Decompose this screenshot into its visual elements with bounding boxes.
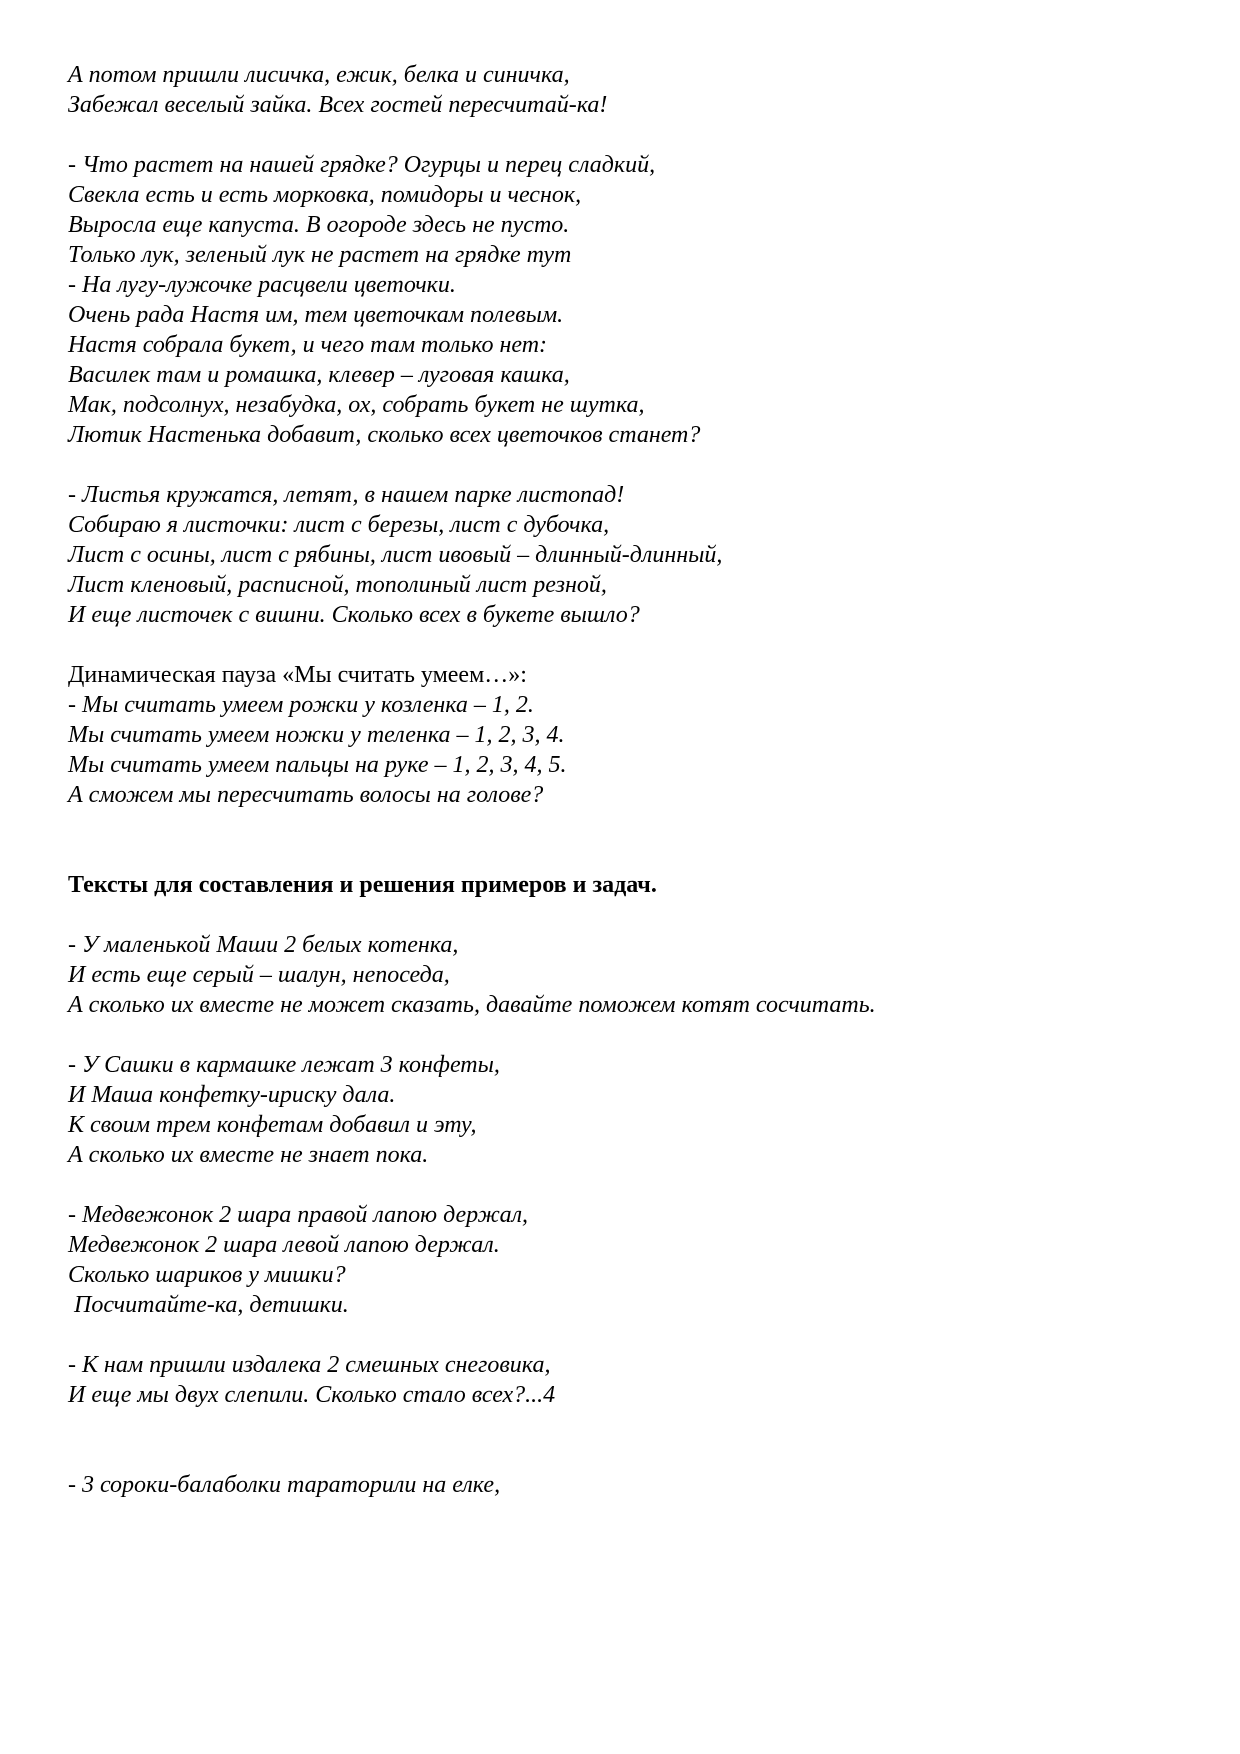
stanza-magpies (68, 1470, 1170, 1500)
stanza-bear-balloons (68, 1200, 1170, 1320)
text-line: Лист кленовый, расписной, тополиный лист резной, (68, 572, 607, 598)
section-heading (68, 870, 1170, 900)
document-content (68, 60, 1170, 1500)
text-line: - Медвежонок 2 шара правой лапою держал, (68, 1202, 529, 1228)
stanza-candies (68, 1050, 1170, 1170)
text-line: Мы считать умеем ножки у теленка – 1, 2, 3, 4. (68, 722, 565, 748)
text-line: А сколько их вместе не знает пока. (68, 1142, 429, 1168)
stanza-guests (68, 60, 1170, 120)
text-line: А потом пришли лисичка, ежик, белка и синичка, (68, 62, 570, 88)
text-line: И еще листочек с вишни. Сколько всех в букете вышло? (68, 602, 640, 628)
text-line: Очень рада Настя им, тем цветочкам полевым. (68, 302, 564, 328)
stanza-snowmen (68, 1350, 1170, 1410)
dynamic-pause-title (68, 660, 1170, 690)
text-line: Посчитайте-ка, детишки. (68, 1292, 349, 1318)
text-line: А сможем мы пересчитать волосы на голове? (68, 782, 544, 808)
text-line: Мы считать умеем пальцы на руке – 1, 2, 3, 4, 5. (68, 752, 567, 778)
text-line: - 3 сороки-балаболки тараторили на елке, (68, 1472, 501, 1498)
stanza-leaves (68, 480, 1170, 630)
text-line: Выросла еще капуста. В огороде здесь не пусто. (68, 212, 570, 238)
text-line: К своим трем конфетам добавил и эту, (68, 1112, 477, 1138)
text-line: И есть еще серый – шалун, непоседа, (68, 962, 450, 988)
text-line: - У Сашки в кармашке лежат 3 конфеты, (68, 1052, 500, 1078)
stanza-kittens (68, 930, 1170, 1020)
text-line: Лист с осины, лист с рябины, лист ивовый – длинный-длинный, (68, 542, 723, 568)
text-line: Только лук, зеленый лук не растет на грядке тут (68, 242, 572, 268)
text-line: - К нам пришли издалека 2 смешных снеговика, (68, 1352, 551, 1378)
stanza-garden-and-flowers (68, 150, 1170, 450)
text-line: Настя собрала букет, и чего там только нет: (68, 332, 548, 358)
text-line: Динамическая пауза «Мы считать умеем…»: (68, 662, 527, 688)
text-line: Свекла есть и есть морковка, помидоры и чеснок, (68, 182, 582, 208)
text-line: - Что растет на нашей грядке? Огурцы и перец сладкий, (68, 152, 656, 178)
text-line: Лютик Настенька добавит, сколько всех цветочков станет? (68, 422, 701, 448)
text-line: - Листья кружатся, летят, в нашем парке листопад! (68, 482, 625, 508)
stanza-we-can-count (68, 690, 1170, 810)
text-line: Мак, подсолнух, незабудка, ох, собрать букет не шутка, (68, 392, 645, 418)
text-line: Тексты для составления и решения примеров и задач. (68, 872, 657, 898)
text-line: Забежал веселый зайка. Всех гостей пересчитай-ка! (68, 92, 608, 118)
text-line: Василек там и ромашка, клевер – луговая кашка, (68, 362, 570, 388)
text-line: - На лугу-лужочке расцвели цветочки. (68, 272, 456, 298)
text-line: А сколько их вместе не может сказать, давайте поможем котят сосчитать. (68, 992, 876, 1018)
text-line: Сколько шариков у мишки? (68, 1262, 346, 1288)
text-line: И Маша конфетку-ириску дала. (68, 1082, 396, 1108)
text-line: И еще мы двух слепили. Сколько стало всех?...4 (68, 1382, 556, 1408)
text-line: - Мы считать умеем рожки у козленка – 1, 2. (68, 692, 534, 718)
text-line: - У маленькой Маши 2 белых котенка, (68, 932, 459, 958)
text-line: Медвежонок 2 шара левой лапою держал. (68, 1232, 500, 1258)
text-line: Собираю я листочки: лист с березы, лист с дубочка, (68, 512, 610, 538)
